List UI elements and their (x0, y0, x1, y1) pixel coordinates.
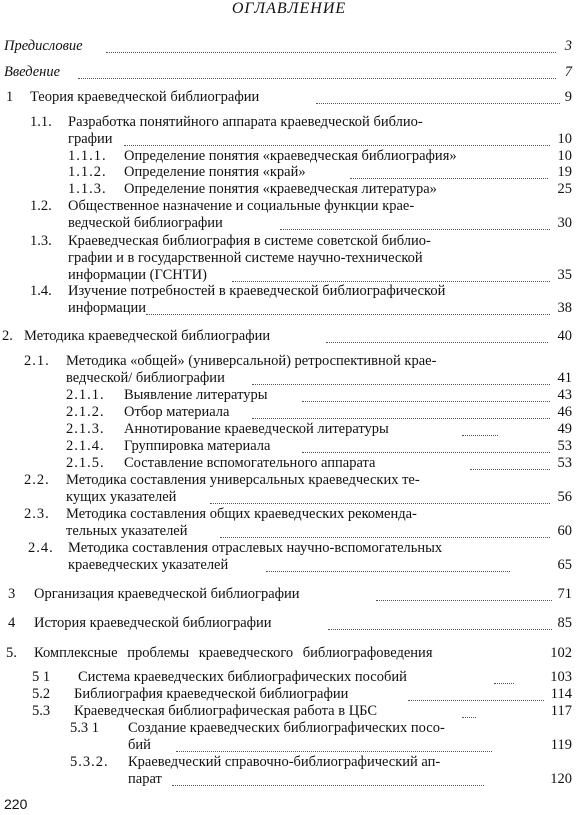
toc-entry-number: 2.1.5. (66, 455, 105, 471)
toc-entry-text-line-2: ведческой/ библиографии (66, 370, 225, 386)
dot-leader (210, 502, 550, 504)
toc-entry-text-line-1: Методика «общей» (универсальной) ретроспективной крае- (66, 353, 437, 369)
toc-entry-number: 1.1.3. (68, 181, 107, 197)
dot-leader (78, 77, 556, 79)
toc-entry-text: Определение понятия «краеведческая библиография» (124, 148, 457, 164)
toc-entry-text-line-2: краеведческих указателей (68, 557, 229, 573)
toc-entry-page: 65 (557, 557, 572, 573)
toc-entry-number: 1.1.2. (68, 164, 107, 180)
dot-leader (172, 784, 484, 786)
toc-entry-text-line-1: Изучение потребностей в краеведческой библиографической (68, 283, 446, 299)
toc-entry-text-line-2: парат (128, 771, 162, 787)
toc-entry-number: 1.4. (30, 283, 52, 299)
toc-entry-number: 5.3 1 (70, 720, 99, 736)
toc-entry-number: 1.1. (30, 114, 52, 130)
toc-entry-text: Организация краеведческой библиографии (34, 586, 300, 602)
toc-entry-page: 19 (557, 164, 572, 180)
dot-leader (252, 383, 550, 385)
dot-leader (124, 144, 550, 146)
toc-entry-text: Отбор материала (124, 404, 230, 420)
toc-entry-number: 2.1.3. (66, 421, 105, 437)
toc-entry-text-line-2: графии (68, 131, 113, 147)
toc-entry-number: 2. (2, 328, 13, 344)
toc-entry-page: 119 (550, 737, 572, 753)
toc-entry-page: 103 (550, 669, 572, 685)
toc-entry-number: 5 1 (32, 669, 51, 685)
dot-leader (280, 228, 550, 230)
toc-entry-text: Библиография краеведческой библиографии (74, 686, 349, 702)
toc-entry-text: Составление вспомогательного аппарата (124, 455, 376, 471)
toc-entry-page: 71 (557, 586, 572, 602)
toc-entry-number: 5.3 (32, 703, 51, 719)
toc-entry-number: 2.1.2. (66, 404, 105, 420)
toc-entry-page: 120 (550, 771, 572, 787)
dot-leader (220, 536, 550, 538)
toc-entry-text-line-1: Методика составления отраслевых научно-вспомогательных (68, 540, 443, 556)
toc-entry-page: 56 (557, 489, 572, 505)
toc-entry-page: 85 (557, 615, 572, 631)
dot-leader (326, 341, 548, 343)
toc-entry-page: 30 (557, 215, 572, 231)
toc-entry-page: 46 (557, 404, 572, 420)
toc-entry-page: 41 (557, 370, 572, 386)
toc-entry-text: Предисловие (4, 38, 83, 54)
toc-entry-text-line-2: ведческой библиографии (68, 215, 223, 231)
toc-entry-text-line-1: Общественное назначение и социальные функции крае- (68, 198, 415, 214)
toc-entry-number: 1 (6, 89, 14, 105)
toc-entry-page: 10 (557, 148, 572, 164)
dot-leader (252, 417, 550, 419)
toc-entry-page: 7 (564, 64, 572, 80)
toc-entry-number: 2.3. (24, 506, 50, 522)
toc-entry-page: 60 (557, 523, 572, 539)
toc-entry-text: Выявление литературы (124, 387, 268, 403)
toc-entry-text-line-2: информации (68, 300, 146, 316)
toc-entry-text-line-1: Краеведческий справочно-библиографический ап- (128, 754, 441, 770)
dot-leader (470, 468, 550, 470)
toc-entry-page: 114 (550, 686, 572, 702)
toc-entry-text-line-1: Краеведческая библиография в системе советской библио- (68, 233, 431, 249)
toc-entry-text-line-2: бий (128, 737, 151, 753)
toc-entry-number: 1.1.1. (68, 148, 107, 164)
toc-entry-text-line-3: информации (ГСНТИ) (68, 267, 207, 283)
toc-entry-text: Теория краеведческой библиографии (30, 89, 260, 105)
dot-leader (494, 682, 514, 684)
toc-entry-page: 38 (557, 300, 572, 316)
toc-entry-text: Комплексные проблемы краеведческого библиографоведения (34, 645, 433, 661)
toc-entry-number: 2.2. (24, 472, 50, 488)
toc-entry-page: 49 (557, 421, 572, 437)
toc-entry-number: 1.3. (30, 233, 52, 249)
toc-entry-page: 40 (557, 328, 572, 344)
toc-entry-number: 2.4. (28, 540, 54, 556)
dot-leader (376, 599, 552, 601)
toc-entry-number: 5.3.2. (70, 754, 109, 770)
toc-entry-text-line-1: Методика составления универсальных краеведческих те- (66, 472, 420, 488)
toc-entry-page: 53 (557, 455, 572, 471)
toc-entry-page: 117 (550, 703, 572, 719)
toc-entry-page: 35 (557, 267, 572, 283)
toc-entry-text: Методика краеведческой библиографии (24, 328, 271, 344)
dot-leader (302, 400, 550, 402)
dot-leader (328, 628, 552, 630)
toc-entry-page: 102 (550, 645, 572, 661)
toc-entry-text: Группировка материала (124, 438, 271, 454)
toc-entry-number: 4 (8, 615, 16, 631)
dot-leader (176, 750, 492, 752)
toc-entry-number: 5. (6, 645, 17, 661)
toc-entry-text-line-1: Методика составления общих краеведческих рекоменда- (66, 506, 417, 522)
toc-entry-page: 9 (564, 89, 572, 105)
toc-entry-text-line-1: Разработка понятийного аппарата краеведческой библио- (68, 114, 423, 130)
toc-entry-text-line-2: графии и в государственной системе научно-технической (68, 250, 423, 266)
toc-entry-number: 3 (8, 586, 16, 602)
dot-leader (316, 102, 560, 104)
dot-leader (266, 570, 510, 572)
toc-entry-text: Аннотирование краеведческой литературы (124, 421, 389, 437)
dot-leader (232, 280, 550, 282)
toc-entry-page: 25 (557, 181, 572, 197)
toc-title: ОГЛАВЛЕНИЕ (231, 0, 347, 17)
dot-leader (408, 699, 544, 701)
toc-entry-number: 2.1.4. (66, 438, 105, 454)
dot-leader (350, 177, 548, 179)
toc-entry-text-line-2: тельных указателей (66, 523, 188, 539)
dot-leader (146, 313, 550, 315)
toc-entry-page: 3 (564, 38, 572, 54)
dot-leader (106, 51, 556, 53)
toc-entry-page: 43 (557, 387, 572, 403)
page-number: 220 (4, 796, 28, 812)
toc-entry-text: Определение понятия «край» (124, 164, 306, 180)
toc-entry-text-line-2: кущих указателей (66, 489, 177, 505)
toc-entry-page: 53 (557, 438, 572, 454)
toc-entry-text: Определение понятия «краеведческая литература» (124, 181, 437, 197)
toc-entry-number: 2.1.1. (66, 387, 105, 403)
toc-entry-text: Введение (4, 64, 61, 80)
toc-entry-number: 2.1. (24, 353, 50, 369)
dot-leader (302, 451, 550, 453)
toc-entry-page: 10 (557, 131, 572, 147)
toc-entry-text-line-1: Создание краеведческих библиографических посо- (128, 720, 445, 736)
toc-entry-text: Краеведческая библиографическая работа в ЦБС (74, 703, 378, 719)
dot-leader (462, 434, 498, 436)
dot-leader (462, 716, 476, 718)
toc-entry-number: 5.2 (32, 686, 51, 702)
toc-entry-text: История краеведческой библиографии (34, 615, 272, 631)
toc-entry-text: Система краеведческих библиографических пособий (78, 669, 407, 685)
toc-entry-number: 1.2. (30, 198, 52, 214)
